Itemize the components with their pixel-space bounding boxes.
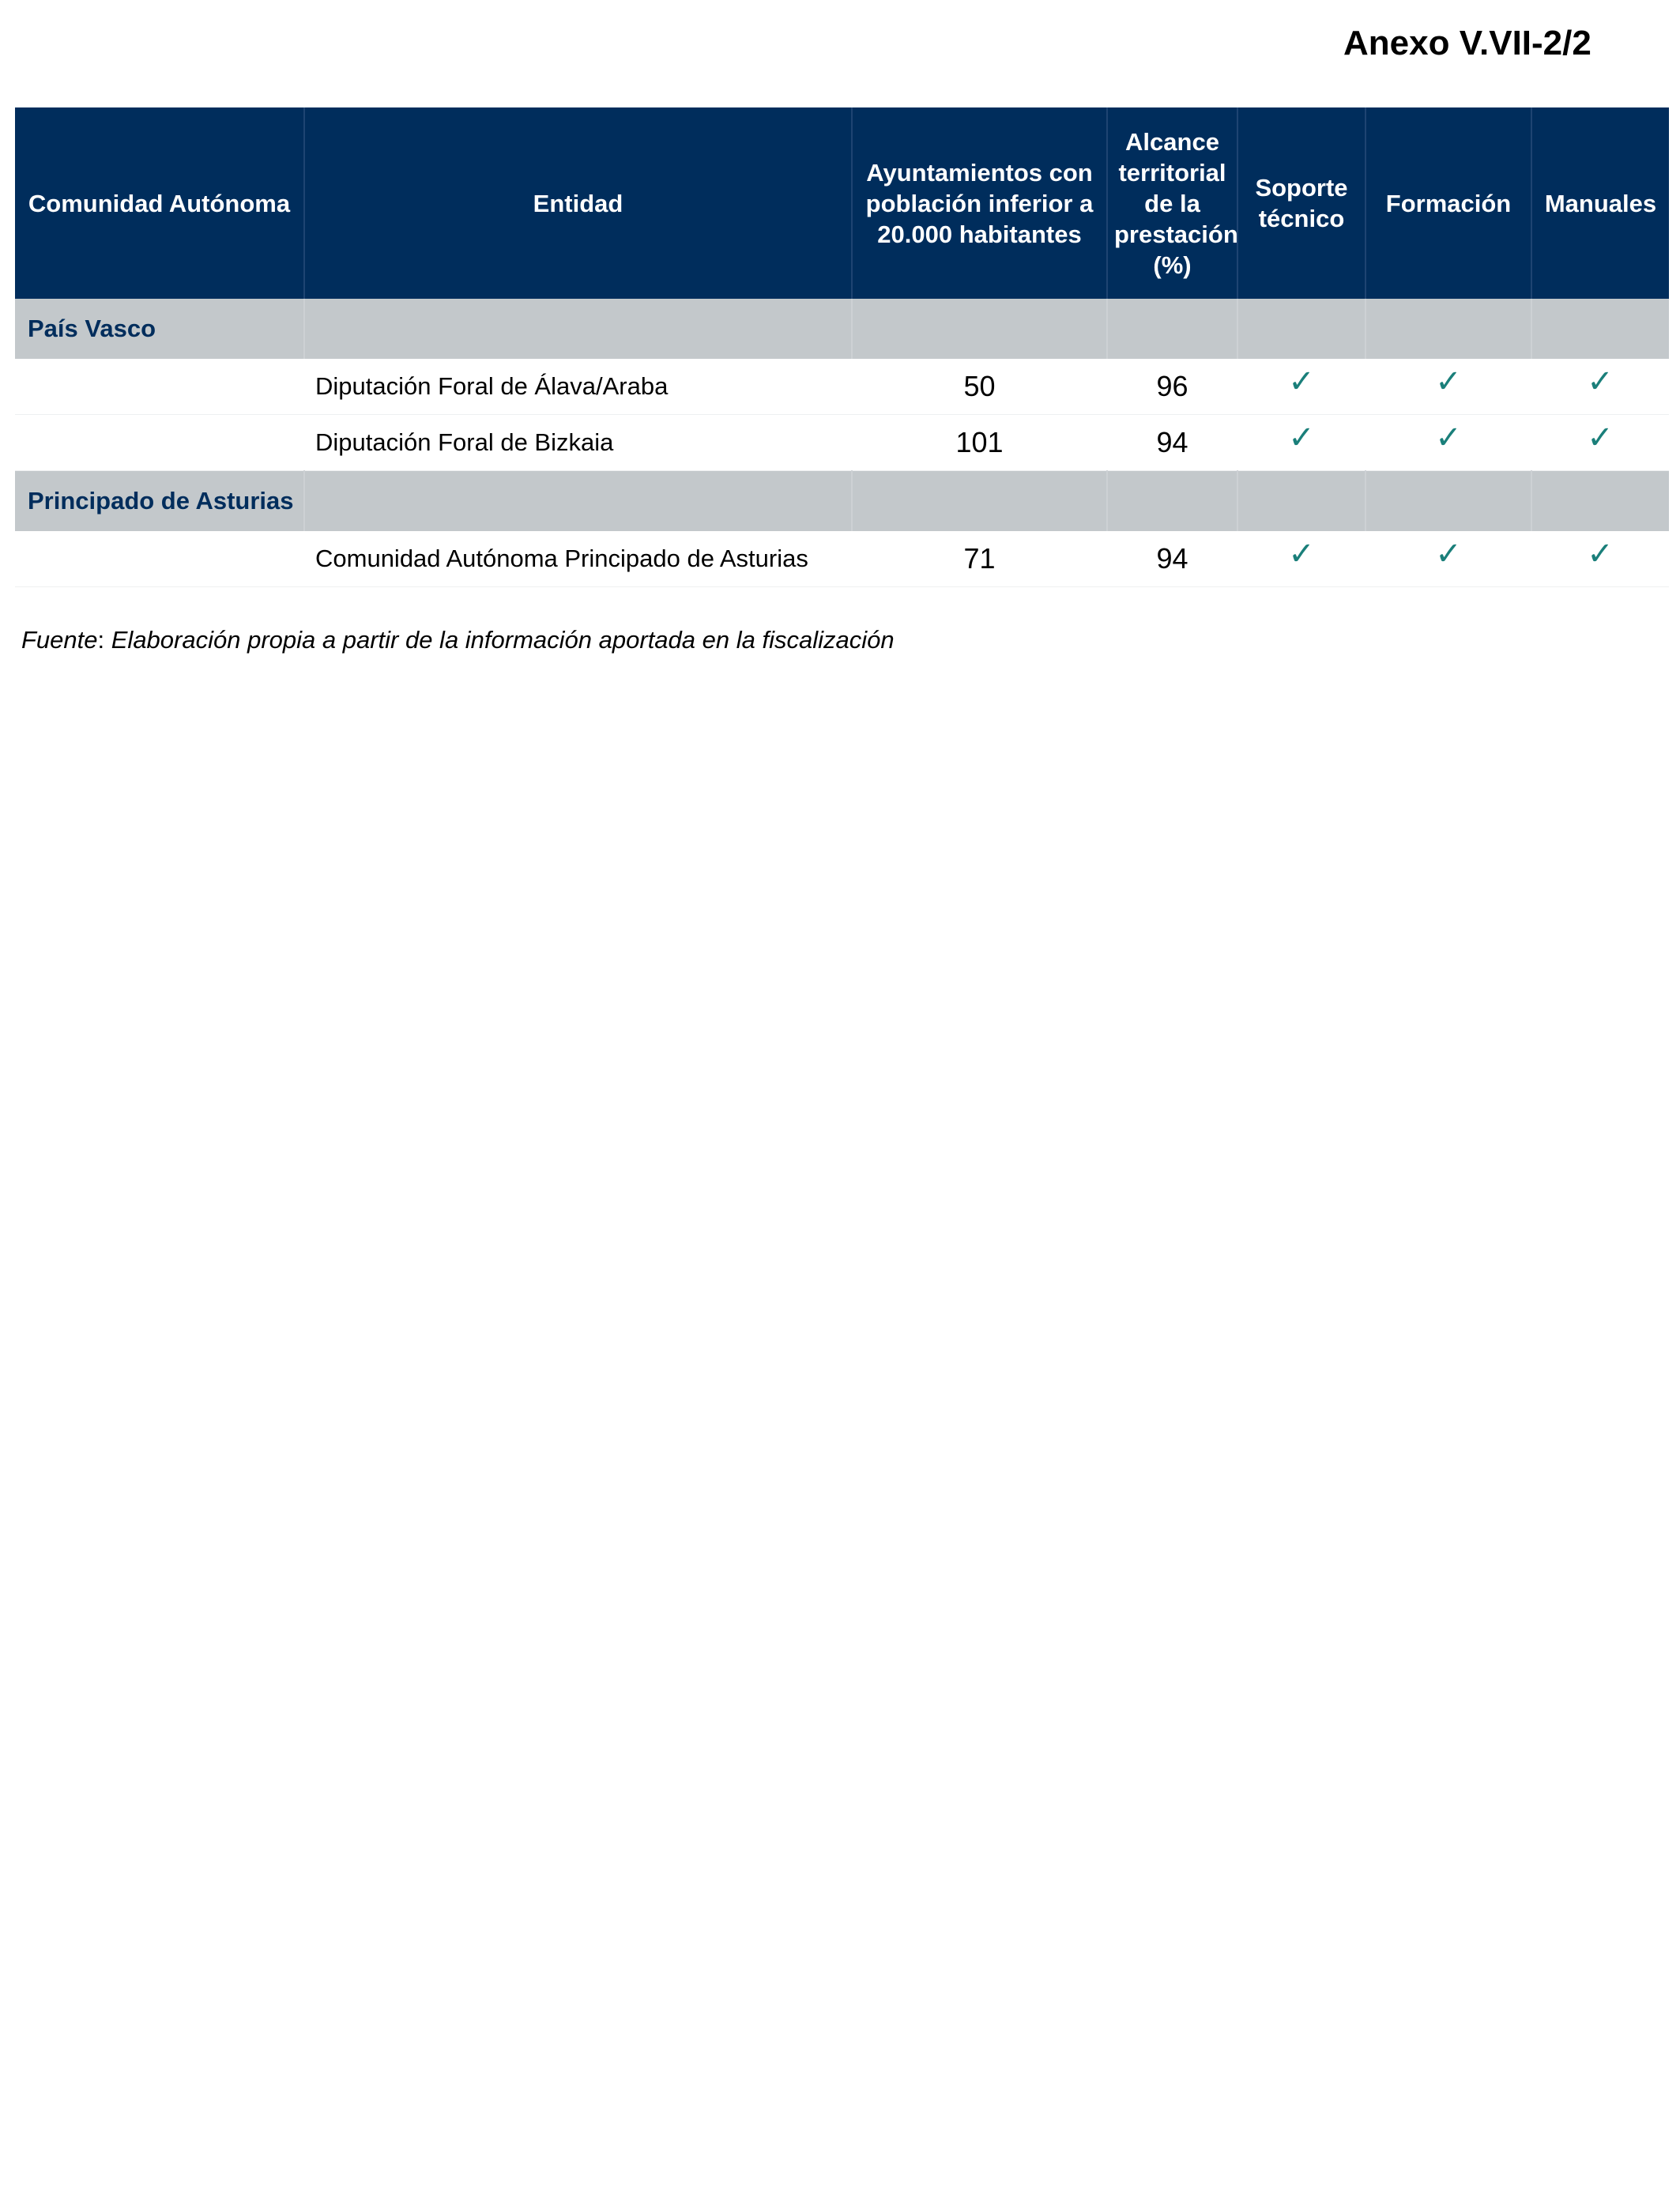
ayuntamientos-value: 71 (852, 531, 1107, 587)
source-separator: : (97, 626, 111, 654)
table-row (15, 359, 1669, 415)
checkmark-icon: ✓ (1435, 419, 1462, 456)
group-row (15, 471, 1669, 532)
header-entidad: Entidad (304, 107, 852, 299)
group-row (15, 299, 1669, 359)
checkmark-icon: ✓ (1587, 363, 1614, 400)
header-comunidad: Comunidad Autónoma (15, 107, 304, 299)
annex-table (15, 107, 1669, 587)
header-manuales: Manuales (1531, 107, 1669, 299)
entity-name: Diputación Foral de Bizkaia (304, 415, 852, 471)
checkmark-icon: ✓ (1288, 419, 1315, 456)
annex-title: Anexo V.VII-2/2 (1343, 24, 1591, 62)
table-row (15, 415, 1669, 471)
checkmark-icon: ✓ (1587, 535, 1614, 572)
header-soporte: Soporte técnico (1237, 107, 1365, 299)
checkmark-icon: ✓ (1435, 535, 1462, 572)
checkmark-icon: ✓ (1587, 419, 1614, 456)
group-label: Principado de Asturias (15, 471, 304, 532)
alcance-value: 94 (1107, 531, 1237, 587)
table-header-row (15, 107, 1669, 299)
source-label: Fuente (21, 626, 98, 654)
checkmark-icon: ✓ (1288, 363, 1315, 400)
ayuntamientos-value: 101 (852, 415, 1107, 471)
header-formacion: Formación (1365, 107, 1531, 299)
entity-name: Comunidad Autónoma Principado de Asturias (304, 531, 852, 587)
source-text: Elaboración propia a partir de la información aportada en la fiscalización (111, 626, 895, 654)
checkmark-icon: ✓ (1435, 363, 1462, 400)
checkmark-icon: ✓ (1288, 535, 1315, 572)
table-row (15, 531, 1669, 587)
source-note (21, 626, 895, 654)
alcance-value: 96 (1107, 359, 1237, 415)
entity-name: Diputación Foral de Álava/Araba (304, 359, 852, 415)
header-ayuntamientos: Ayuntamientos con población inferior a 20.000 habitantes (852, 107, 1107, 299)
ayuntamientos-value: 50 (852, 359, 1107, 415)
header-alcance: Alcance territorial de la prestación (%) (1107, 107, 1237, 299)
group-label: País Vasco (15, 299, 304, 359)
alcance-value: 94 (1107, 415, 1237, 471)
